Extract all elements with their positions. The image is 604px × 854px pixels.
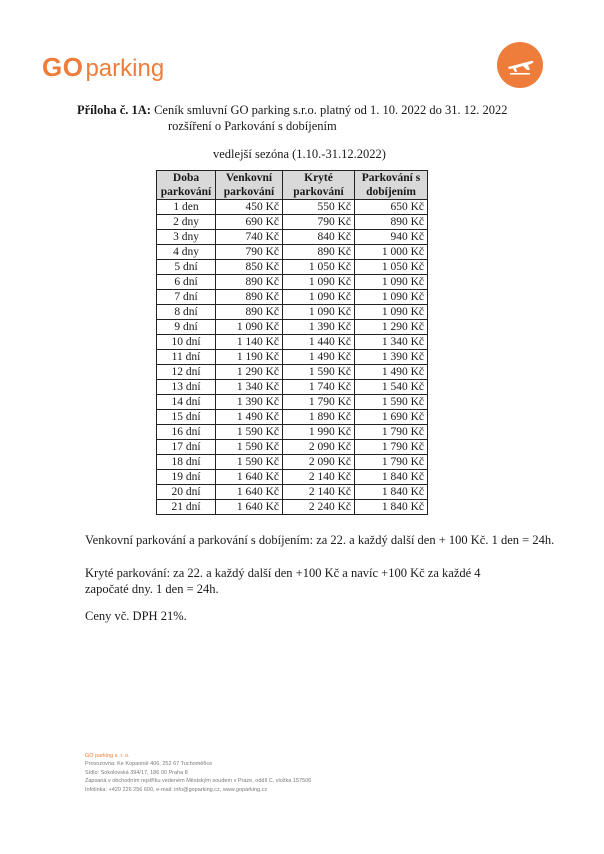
cell-charging: 1 390 Kč [355,350,428,365]
airplane-icon [504,49,536,81]
cell-covered: 840 Kč [283,230,355,245]
cell-charging: 1 790 Kč [355,440,428,455]
cell-charging: 1 840 Kč [355,470,428,485]
cell-duration: 10 dní [157,335,216,350]
cell-charging: 1 590 Kč [355,395,428,410]
cell-charging: 1 840 Kč [355,500,428,515]
cell-outdoor: 1 640 Kč [216,485,283,500]
cell-duration: 9 dní [157,320,216,335]
cell-charging: 1 790 Kč [355,425,428,440]
cell-outdoor: 1 590 Kč [216,440,283,455]
table-row [157,320,428,335]
note-outdoor-charging: Venkovní parkování a parkování s dobíjením: za 22. a každý další den + 100 Kč. 1 den = 24h. [85,533,555,547]
document-title [77,103,508,118]
cell-covered: 790 Kč [283,215,355,230]
cell-charging: 1 090 Kč [355,275,428,290]
table-row [157,350,428,365]
cell-covered: 1 490 Kč [283,350,355,365]
cell-duration: 14 dní [157,395,216,410]
cell-duration: 11 dní [157,350,216,365]
table-row [157,395,428,410]
header-duration: Doba parkování [157,171,216,200]
cell-outdoor: 890 Kč [216,305,283,320]
cell-charging: 940 Kč [355,230,428,245]
cell-outdoor: 1 190 Kč [216,350,283,365]
header-outdoor: Venkovní parkování [216,171,283,200]
cell-duration: 12 dní [157,365,216,380]
footer-line: Zapsaná v obchodním rejstříku vedeném Městským soudem v Praze, oddíl C, vložka 157506 [85,778,312,785]
cell-duration: 4 dny [157,245,216,260]
note-covered: Kryté parkování: za 22. a každý další den +100 Kč a navíc +100 Kč za každé 4 započaté dny. 1 den = 24h. [85,566,481,596]
cell-covered: 2 240 Kč [283,500,355,515]
airplane-badge [497,42,543,88]
cell-duration: 5 dní [157,260,216,275]
cell-outdoor: 450 Kč [216,200,283,215]
table-row [157,200,428,215]
cell-outdoor: 1 290 Kč [216,365,283,380]
footer [85,752,311,794]
cell-outdoor: 1 140 Kč [216,335,283,350]
table-row [157,335,428,350]
table-row [157,455,428,470]
table-row [157,305,428,320]
cell-covered: 890 Kč [283,245,355,260]
cell-covered: 1 090 Kč [283,305,355,320]
cell-covered: 1 790 Kč [283,395,355,410]
cell-charging: 1 090 Kč [355,305,428,320]
footer-line: Provozovna: Ke Kopanině 406, 252 67 Tuchoměřice [85,761,213,768]
cell-charging: 1 840 Kč [355,485,428,500]
table-row [157,215,428,230]
table-row [157,485,428,500]
table-row [157,365,428,380]
table-row [157,275,428,290]
cell-duration: 7 dní [157,290,216,305]
cell-duration: 15 dní [157,410,216,425]
cell-covered: 550 Kč [283,200,355,215]
title-text: Ceník smluvní GO parking s.r.o. platný od 1. 10. 2022 do 31. 12. 2022 [150,103,508,117]
table-row [157,500,428,515]
cell-covered: 1 740 Kč [283,380,355,395]
cell-covered: 1 590 Kč [283,365,355,380]
cell-charging: 1 540 Kč [355,380,428,395]
footer-line: Infolinka: +420 226 256 600, e-mail: info@goparking.cz, www.goparking.cz [85,786,268,793]
season-label: vedlejší sezóna (1.10.-31.12.2022) [213,147,386,161]
cell-duration: 18 dní [157,455,216,470]
cell-charging: 890 Kč [355,215,428,230]
table-row [157,290,428,305]
cell-outdoor: 1 390 Kč [216,395,283,410]
logo-parking: parking [85,55,165,82]
cell-outdoor: 1 640 Kč [216,470,283,485]
cell-charging: 1 050 Kč [355,260,428,275]
cell-outdoor: 890 Kč [216,275,283,290]
cell-duration: 17 dní [157,440,216,455]
cell-outdoor: 1 590 Kč [216,455,283,470]
cell-covered: 1 990 Kč [283,425,355,440]
table-row [157,245,428,260]
header-charging: Parkování s dobíjením [355,171,428,200]
cell-duration: 8 dní [157,305,216,320]
cell-outdoor: 1 340 Kč [216,380,283,395]
cell-outdoor: 1 640 Kč [216,500,283,515]
note-vat: Ceny vč. DPH 21%. [85,609,187,623]
cell-charging: 1 790 Kč [355,455,428,470]
table-row [157,380,428,395]
cell-covered: 1 090 Kč [283,275,355,290]
table-row [157,230,428,245]
cell-charging: 1 340 Kč [355,335,428,350]
cell-covered: 1 090 Kč [283,290,355,305]
price-table [156,170,428,515]
table-row [157,260,428,275]
cell-duration: 2 dny [157,215,216,230]
cell-duration: 20 dní [157,485,216,500]
cell-covered: 1 390 Kč [283,320,355,335]
footer-line: Sídlo: Sokolovská 394/17, 186 00 Praha 8 [85,769,188,776]
cell-covered: 2 090 Kč [283,440,355,455]
footer-company: GO parking s. r. o. [85,753,130,759]
table-row [157,440,428,455]
cell-duration: 13 dní [157,380,216,395]
header-covered: Kryté parkování [283,171,355,200]
table-row [157,470,428,485]
go-parking-logo [42,52,164,83]
cell-outdoor: 790 Kč [216,245,283,260]
cell-charging: 1 690 Kč [355,410,428,425]
cell-charging: 1 000 Kč [355,245,428,260]
cell-duration: 3 dny [157,230,216,245]
cell-outdoor: 1 490 Kč [216,410,283,425]
table-row [157,410,428,425]
cell-covered: 2 090 Kč [283,455,355,470]
cell-covered: 1 890 Kč [283,410,355,425]
cell-covered: 2 140 Kč [283,485,355,500]
attachment-label: Příloha č. 1A: [77,103,151,117]
table-row [157,425,428,440]
cell-outdoor: 740 Kč [216,230,283,245]
cell-duration: 6 dní [157,275,216,290]
cell-covered: 2 140 Kč [283,470,355,485]
cell-duration: 21 dní [157,500,216,515]
cell-duration: 16 dní [157,425,216,440]
cell-outdoor: 1 090 Kč [216,320,283,335]
cell-outdoor: 690 Kč [216,215,283,230]
logo-go: GO [42,52,84,82]
cell-charging: 1 490 Kč [355,365,428,380]
cell-charging: 650 Kč [355,200,428,215]
cell-outdoor: 1 590 Kč [216,425,283,440]
cell-charging: 1 090 Kč [355,290,428,305]
cell-duration: 19 dní [157,470,216,485]
cell-covered: 1 050 Kč [283,260,355,275]
cell-charging: 1 290 Kč [355,320,428,335]
cell-covered: 1 440 Kč [283,335,355,350]
cell-duration: 1 den [157,200,216,215]
cell-outdoor: 890 Kč [216,290,283,305]
title-subline: rozšíření o Parkování s dobíjením [168,119,337,133]
cell-outdoor: 850 Kč [216,260,283,275]
table-header-row [157,171,428,200]
